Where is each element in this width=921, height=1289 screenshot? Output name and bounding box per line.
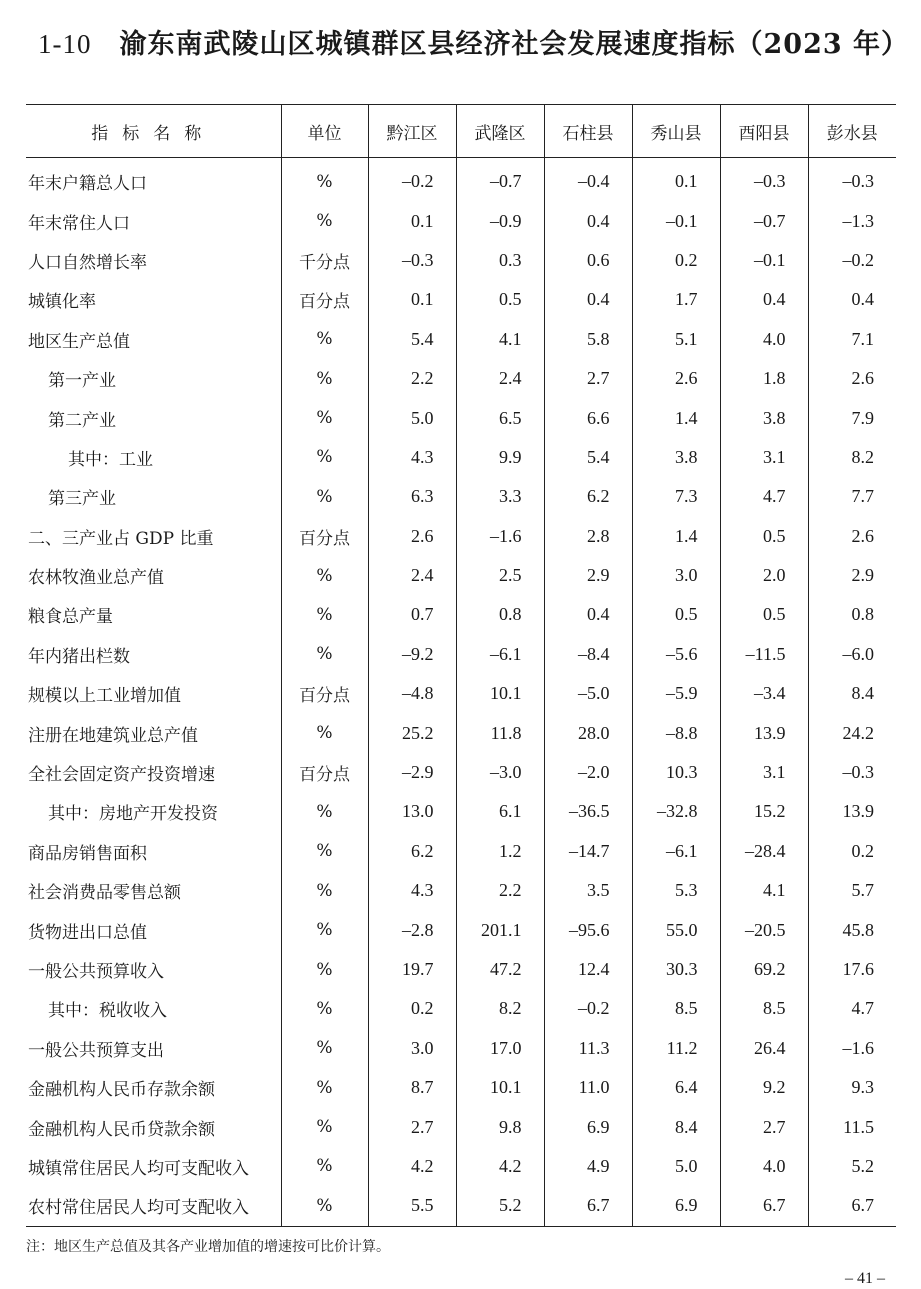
value-cell: 0.1 [368, 201, 456, 240]
value-cell: 13.9 [720, 713, 808, 752]
indicator-unit: % [281, 1107, 368, 1146]
value-cell: 5.2 [456, 1186, 544, 1226]
value-cell: –8.8 [632, 713, 720, 752]
value-cell: –0.2 [808, 241, 896, 280]
value-cell: –14.7 [544, 832, 632, 871]
value-cell: 6.9 [632, 1186, 720, 1226]
table-row [26, 1186, 896, 1226]
footnote: 注：地区生产总值及其各产业增加值的增速按可比价计算。 [26, 1239, 390, 1255]
table-row [26, 320, 896, 359]
value-cell: 4.9 [544, 1147, 632, 1186]
value-cell: 0.8 [808, 595, 896, 634]
value-cell: 2.6 [808, 517, 896, 556]
value-cell: –6.0 [808, 635, 896, 674]
value-cell: 1.7 [632, 280, 720, 319]
table-row [26, 674, 896, 713]
value-cell: 19.7 [368, 950, 456, 989]
indicator-unit: % [281, 713, 368, 752]
value-cell: 6.2 [544, 477, 632, 516]
value-cell: 0.2 [368, 989, 456, 1028]
value-cell: 7.9 [808, 398, 896, 437]
value-cell: –4.8 [368, 674, 456, 713]
table-row [26, 280, 896, 319]
value-cell: –2.9 [368, 753, 456, 792]
indicator-name: 货物进出口总值 [28, 922, 147, 943]
value-cell: 0.6 [544, 241, 632, 280]
value-cell: 28.0 [544, 713, 632, 752]
indicator-unit: 千分点 [281, 241, 368, 280]
table-row [26, 1068, 896, 1107]
value-cell: 1.8 [720, 359, 808, 398]
value-cell: 0.4 [720, 280, 808, 319]
value-cell: 0.7 [368, 595, 456, 634]
value-cell: –5.9 [632, 674, 720, 713]
value-cell: 3.1 [720, 753, 808, 792]
value-cell: 6.7 [720, 1186, 808, 1226]
value-cell: –36.5 [544, 792, 632, 831]
indicator-unit: % [281, 1029, 368, 1068]
indicator-name: 年内猪出栏数 [28, 646, 130, 667]
value-cell: 5.5 [368, 1186, 456, 1226]
indicator-unit: % [281, 320, 368, 359]
value-cell: 11.0 [544, 1068, 632, 1107]
value-cell: 2.7 [544, 359, 632, 398]
table-row [26, 1107, 896, 1146]
indicator-unit: % [281, 556, 368, 595]
value-cell: 4.3 [368, 438, 456, 477]
value-cell: 6.9 [544, 1107, 632, 1146]
table-row [26, 438, 896, 477]
indicator-name: 第一产业 [48, 371, 116, 392]
value-cell: –20.5 [720, 910, 808, 949]
indicator-unit: % [281, 989, 368, 1028]
stats-table [26, 104, 896, 1227]
indicator-name: 人口自然增长率 [28, 252, 147, 273]
table-row [26, 635, 896, 674]
table-row [26, 595, 896, 634]
value-cell: 9.8 [456, 1107, 544, 1146]
value-cell: –1.6 [456, 517, 544, 556]
indicator-name: 其中：房地产开发投资 [48, 804, 218, 825]
indicator-name: 第三产业 [48, 489, 116, 510]
value-cell: 1.2 [456, 832, 544, 871]
value-cell: 8.5 [720, 989, 808, 1028]
value-cell: 2.4 [456, 359, 544, 398]
value-cell: 4.7 [720, 477, 808, 516]
value-cell: –2.0 [544, 753, 632, 792]
indicator-name: 一般公共预算收入 [28, 962, 164, 982]
indicator-unit: 百分点 [281, 753, 368, 792]
table-row [26, 556, 896, 595]
value-cell: 0.2 [808, 832, 896, 871]
value-cell: 8.2 [456, 989, 544, 1028]
value-cell: 6.3 [368, 477, 456, 516]
value-cell: –6.1 [456, 635, 544, 674]
value-cell: 0.3 [456, 241, 544, 280]
table-row [26, 477, 896, 516]
value-cell: 13.9 [808, 792, 896, 831]
value-cell: 13.0 [368, 792, 456, 831]
value-cell: 30.3 [632, 950, 720, 989]
value-cell: 0.4 [544, 201, 632, 240]
value-cell: –8.4 [544, 635, 632, 674]
table-title: 渝东南武陵山区城镇群区县经济社会发展速度指标（2023 年） [119, 29, 910, 60]
value-cell: 11.5 [808, 1107, 896, 1146]
value-cell: 2.7 [720, 1107, 808, 1146]
value-cell: 2.7 [368, 1107, 456, 1146]
value-cell: –11.5 [720, 635, 808, 674]
indicator-unit: % [281, 950, 368, 989]
table-row [26, 832, 896, 871]
indicator-unit: % [281, 832, 368, 871]
table-row [26, 517, 896, 556]
indicator-name: 地区生产总值 [28, 331, 130, 352]
value-cell: –0.9 [456, 201, 544, 240]
value-cell: 6.7 [808, 1186, 896, 1226]
value-cell: 2.0 [720, 556, 808, 595]
value-cell: 0.4 [544, 595, 632, 634]
value-cell: 8.2 [808, 438, 896, 477]
indicator-name: 农林牧渔业总产值 [28, 568, 164, 589]
indicator-unit: % [281, 1147, 368, 1186]
value-cell: 4.7 [808, 989, 896, 1028]
value-cell: 5.8 [544, 320, 632, 359]
table-row [26, 241, 896, 280]
value-cell: 0.8 [456, 595, 544, 634]
indicator-name: 金融机构人民币存款余额 [28, 1080, 215, 1101]
indicator-name: 城镇化率 [28, 292, 96, 313]
value-cell: 6.1 [456, 792, 544, 831]
indicator-name: 农村常住居民人均可支配收入 [28, 1198, 249, 1219]
value-cell: 10.1 [456, 674, 544, 713]
value-cell: –0.3 [808, 753, 896, 792]
table-number: 1-10 [38, 29, 92, 59]
indicator-unit: % [281, 595, 368, 634]
value-cell: –9.2 [368, 635, 456, 674]
value-cell: 6.6 [544, 398, 632, 437]
value-cell: 0.1 [368, 280, 456, 319]
indicator-unit: % [281, 158, 368, 202]
value-cell: 9.9 [456, 438, 544, 477]
table-row [26, 201, 896, 240]
value-cell: 2.2 [456, 871, 544, 910]
value-cell: 4.0 [720, 320, 808, 359]
indicator-name: 年末户籍总人口 [28, 174, 147, 195]
value-cell: –0.3 [368, 241, 456, 280]
value-cell: 8.7 [368, 1068, 456, 1107]
header-indicator-name: 指标名称 [26, 105, 281, 158]
indicator-name: 规模以上工业增加值 [28, 686, 181, 707]
value-cell: 3.0 [632, 556, 720, 595]
indicator-name: 商品房销售面积 [28, 843, 147, 864]
value-cell: 7.1 [808, 320, 896, 359]
value-cell: 25.2 [368, 713, 456, 752]
indicator-name: 全社会固定资产投资增速 [28, 765, 215, 786]
value-cell: 11.3 [544, 1029, 632, 1068]
table-row [26, 950, 896, 989]
indicator-unit: % [281, 792, 368, 831]
indicator-unit: 百分点 [281, 280, 368, 319]
header-youyang: 酉阳县 [720, 105, 808, 158]
value-cell: 5.4 [544, 438, 632, 477]
value-cell: 5.1 [632, 320, 720, 359]
value-cell: –32.8 [632, 792, 720, 831]
value-cell: –2.8 [368, 910, 456, 949]
value-cell: 2.4 [368, 556, 456, 595]
value-cell: –0.1 [632, 201, 720, 240]
value-cell: –6.1 [632, 832, 720, 871]
value-cell: 4.3 [368, 871, 456, 910]
value-cell: 0.5 [632, 595, 720, 634]
table-body [26, 158, 896, 1227]
value-cell: 2.9 [808, 556, 896, 595]
value-cell: 2.9 [544, 556, 632, 595]
table-row [26, 989, 896, 1028]
table-row [26, 359, 896, 398]
value-cell: 69.2 [720, 950, 808, 989]
value-cell: 0.1 [632, 158, 720, 202]
value-cell: 9.3 [808, 1068, 896, 1107]
value-cell: –95.6 [544, 910, 632, 949]
value-cell: –1.3 [808, 201, 896, 240]
value-cell: 2.6 [808, 359, 896, 398]
value-cell: 5.2 [808, 1147, 896, 1186]
value-cell: –1.6 [808, 1029, 896, 1068]
value-cell: 11.2 [632, 1029, 720, 1068]
value-cell: 0.5 [720, 517, 808, 556]
value-cell: 0.4 [544, 280, 632, 319]
value-cell: –0.4 [544, 158, 632, 202]
page-title [38, 22, 910, 61]
value-cell: –5.0 [544, 674, 632, 713]
value-cell: 5.4 [368, 320, 456, 359]
value-cell: 7.7 [808, 477, 896, 516]
value-cell: 1.4 [632, 398, 720, 437]
indicator-unit: % [281, 359, 368, 398]
header-unit: 单位 [281, 105, 368, 158]
value-cell: 55.0 [632, 910, 720, 949]
indicator-unit: % [281, 438, 368, 477]
value-cell: –28.4 [720, 832, 808, 871]
value-cell: 6.2 [368, 832, 456, 871]
value-cell: 0.2 [632, 241, 720, 280]
value-cell: 17.6 [808, 950, 896, 989]
value-cell: 3.5 [544, 871, 632, 910]
table-row [26, 753, 896, 792]
indicator-name: 金融机构人民币贷款余额 [28, 1119, 215, 1140]
value-cell: –0.1 [720, 241, 808, 280]
indicator-name: 其中：工业 [68, 449, 153, 470]
value-cell: –0.3 [808, 158, 896, 202]
indicator-name: 其中：税收收入 [48, 1001, 167, 1022]
value-cell: 2.8 [544, 517, 632, 556]
value-cell: 9.2 [720, 1068, 808, 1107]
value-cell: 6.4 [632, 1068, 720, 1107]
value-cell: 6.7 [544, 1186, 632, 1226]
value-cell: 45.8 [808, 910, 896, 949]
value-cell: –0.7 [456, 158, 544, 202]
table-row [26, 398, 896, 437]
indicator-unit: % [281, 201, 368, 240]
value-cell: 3.8 [632, 438, 720, 477]
value-cell: 26.4 [720, 1029, 808, 1068]
value-cell: 5.0 [632, 1147, 720, 1186]
table-row [26, 871, 896, 910]
indicator-name: 一般公共预算支出 [28, 1040, 164, 1061]
indicator-name: 年末常住人口 [28, 213, 130, 234]
indicator-unit: % [281, 477, 368, 516]
value-cell: 8.5 [632, 989, 720, 1028]
value-cell: –0.7 [720, 201, 808, 240]
indicator-name: 城镇常住居民人均可支配收入 [28, 1158, 249, 1179]
header-xiushan: 秀山县 [632, 105, 720, 158]
indicator-unit: 百分点 [281, 674, 368, 713]
value-cell: 2.6 [632, 359, 720, 398]
value-cell: –0.2 [368, 158, 456, 202]
value-cell: 0.5 [720, 595, 808, 634]
table-row [26, 1147, 896, 1186]
indicator-name: 二、三产业占 GDP 比重 [28, 528, 214, 549]
value-cell: 4.1 [720, 871, 808, 910]
value-cell: –3.4 [720, 674, 808, 713]
indicator-name: 粮食总产量 [28, 607, 113, 628]
header-pengshui: 彭水县 [808, 105, 896, 158]
value-cell: 15.2 [720, 792, 808, 831]
page-number: – 41 – [845, 1270, 885, 1287]
table-row [26, 1029, 896, 1068]
value-cell: 6.5 [456, 398, 544, 437]
header-wulong: 武隆区 [456, 105, 544, 158]
table-row [26, 910, 896, 949]
value-cell: 8.4 [808, 674, 896, 713]
value-cell: 12.4 [544, 950, 632, 989]
indicator-unit: % [281, 1068, 368, 1107]
value-cell: –5.6 [632, 635, 720, 674]
value-cell: 3.1 [720, 438, 808, 477]
indicator-unit: % [281, 1186, 368, 1226]
value-cell: 4.2 [456, 1147, 544, 1186]
value-cell: 0.4 [808, 280, 896, 319]
header-qianjiang: 黔江区 [368, 105, 456, 158]
value-cell: 4.0 [720, 1147, 808, 1186]
value-cell: 8.4 [632, 1107, 720, 1146]
value-cell: 17.0 [456, 1029, 544, 1068]
value-cell: 5.0 [368, 398, 456, 437]
value-cell: 1.4 [632, 517, 720, 556]
value-cell: 2.5 [456, 556, 544, 595]
header-shizhu: 石柱县 [544, 105, 632, 158]
indicator-name: 社会消费品零售总额 [28, 883, 181, 904]
indicator-unit: % [281, 635, 368, 674]
value-cell: 10.1 [456, 1068, 544, 1107]
value-cell: 4.1 [456, 320, 544, 359]
value-cell: 4.2 [368, 1147, 456, 1186]
table-row [26, 158, 896, 202]
value-cell: 3.0 [368, 1029, 456, 1068]
value-cell: 3.3 [456, 477, 544, 516]
value-cell: 5.7 [808, 871, 896, 910]
value-cell: –0.2 [544, 989, 632, 1028]
value-cell: 2.6 [368, 517, 456, 556]
indicator-unit: % [281, 871, 368, 910]
value-cell: 24.2 [808, 713, 896, 752]
value-cell: 2.2 [368, 359, 456, 398]
header-row [26, 105, 896, 158]
value-cell: 7.3 [632, 477, 720, 516]
indicator-unit: % [281, 398, 368, 437]
indicator-name: 第二产业 [48, 410, 116, 431]
value-cell: 10.3 [632, 753, 720, 792]
table-row [26, 792, 896, 831]
indicator-name: 注册在地建筑业总产值 [28, 725, 198, 746]
value-cell: 47.2 [456, 950, 544, 989]
indicator-unit: % [281, 910, 368, 949]
value-cell: –0.3 [720, 158, 808, 202]
value-cell: 0.5 [456, 280, 544, 319]
value-cell: 5.3 [632, 871, 720, 910]
value-cell: 11.8 [456, 713, 544, 752]
value-cell: 201.1 [456, 910, 544, 949]
value-cell: 3.8 [720, 398, 808, 437]
table-row [26, 713, 896, 752]
value-cell: –3.0 [456, 753, 544, 792]
indicator-unit: 百分点 [281, 517, 368, 556]
